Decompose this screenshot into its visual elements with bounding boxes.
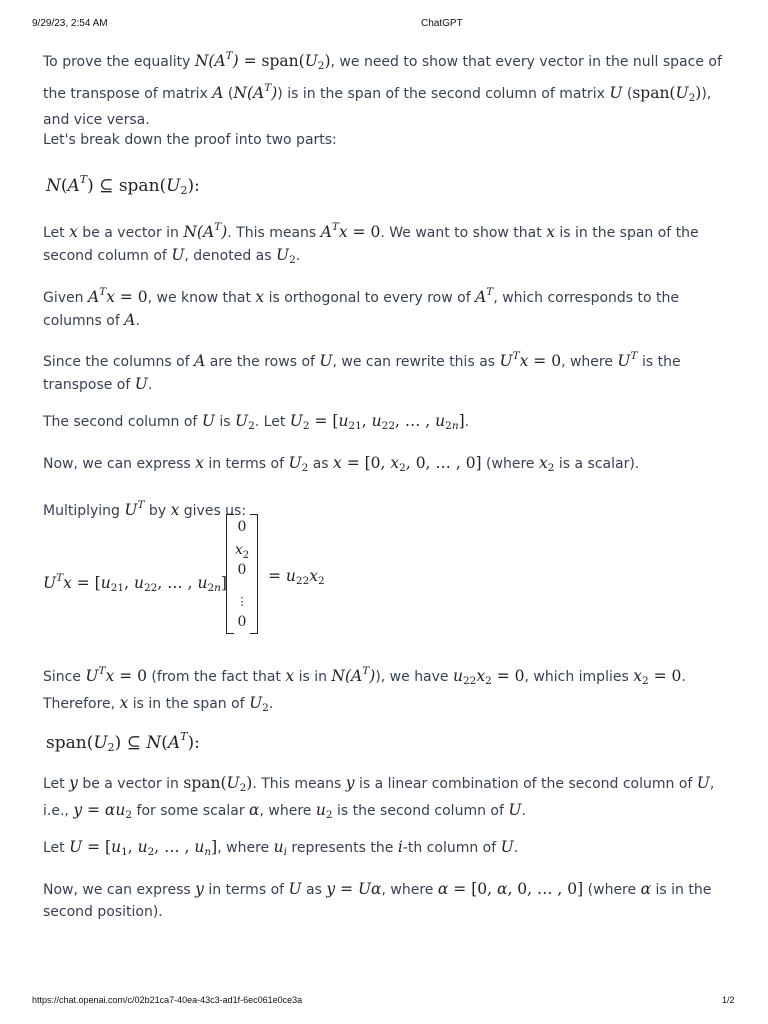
paragraph-7: Since $U^Tx = 0$ (from the fact that x is in $N(A^T)$), we have $u_{22}x_2 = 0$, which implies $x_2 = 0$. Therefore, x is in the span of $U_2$. (43, 665, 686, 714)
math-expression: $N(A^T)$ = $span(U_2)$ (194, 50, 331, 72)
paragraph-9: Let $U = [u_1$, $u_2$, … , $u_n$], where $u_i$ represents the i-th column of U. (43, 838, 519, 858)
math-expression: $N(A^T)$ (233, 82, 278, 102)
vector-entry: 0 (237, 614, 247, 630)
paragraph-2: Given $A^Tx = 0$, we know that x is orthogonal to every row of $A^T$, which corresponds to the columns of A. (43, 286, 680, 329)
vector-entry: 0 (237, 519, 247, 535)
math-expression: U (609, 84, 623, 102)
print-url: https://chat.openai.com/c/02b21ca7-40ea-43c3-ad1f-6ec061e0ce3a (32, 995, 303, 1005)
paragraph-4: The second column of U is $U_2$. Let $U_2 = [u_{21}$, $u_{22}$, … , $u_{2n}$]. (43, 412, 470, 432)
vector-entry: $x_2$ (234, 542, 250, 561)
print-page-number: 1/2 (722, 995, 735, 1005)
part2-heading: $span(U_2)$ ⊆ $N(A^T)$: (46, 730, 200, 754)
paragraph-1: Let x be a vector in $N(A^T)$. This means $A^Tx = 0$. We want to show that x is in the span of the second column of U, denoted as $U_2$. (43, 221, 699, 266)
print-datetime: 9/29/23, 2:54 AM (32, 18, 108, 29)
paragraph-5: Now, we can express x in terms of $U_2$ as x = [0, $x_2$, 0, … , 0] (where $x_2$ is a scalar). (43, 454, 640, 474)
breakdown-paragraph: Let's break down the proof into two parts: (43, 132, 337, 148)
paragraph-10: Now, we can express y in terms of U as y = Uα, where α = [0, α, 0, … , 0] (where α is in the second position). (43, 880, 712, 920)
paragraph-8: Let y be a vector in $span(U_2)$. This means y is a linear combination of the second column of U, i.e., $y = \alpha u_2$ for some scalar α, where $u_2$ is the second column of U. (43, 774, 715, 821)
part1-heading: $N(A^T)$ ⊆ $span(U_2)$: (46, 173, 200, 197)
vector-entry: ⋮ (236, 595, 248, 608)
math-expression: A (212, 84, 224, 102)
column-vector (224, 514, 260, 634)
vector-entry: 0 (237, 562, 247, 578)
math-expression: $span(U_2)$ (632, 84, 702, 104)
matrix-equation-left: $U^Tx = [u_{21}$, $u_{22}$, … , $u_{2n}$] (43, 572, 227, 594)
paragraph-3: Since the columns of A are the rows of U, we can rewrite this as $U^Tx = 0$, where $U^T$ is the transpose of U. (43, 350, 681, 393)
intro-paragraph: To prove the equality $N(A^T)$ = $span(U_2)$, we need to show that every vector in the null space of the transpose of matrix A $(N(A^T))$ is in the span of the second column of matrix U $(span(U_2))$, and vice versa. (43, 50, 722, 128)
matrix-equation-right: = $u_{22}x_2$ (268, 567, 325, 587)
print-page-title: ChatGPT (421, 18, 463, 29)
paragraph-6: Multiplying $U^T$ by x gives us: (43, 499, 247, 519)
